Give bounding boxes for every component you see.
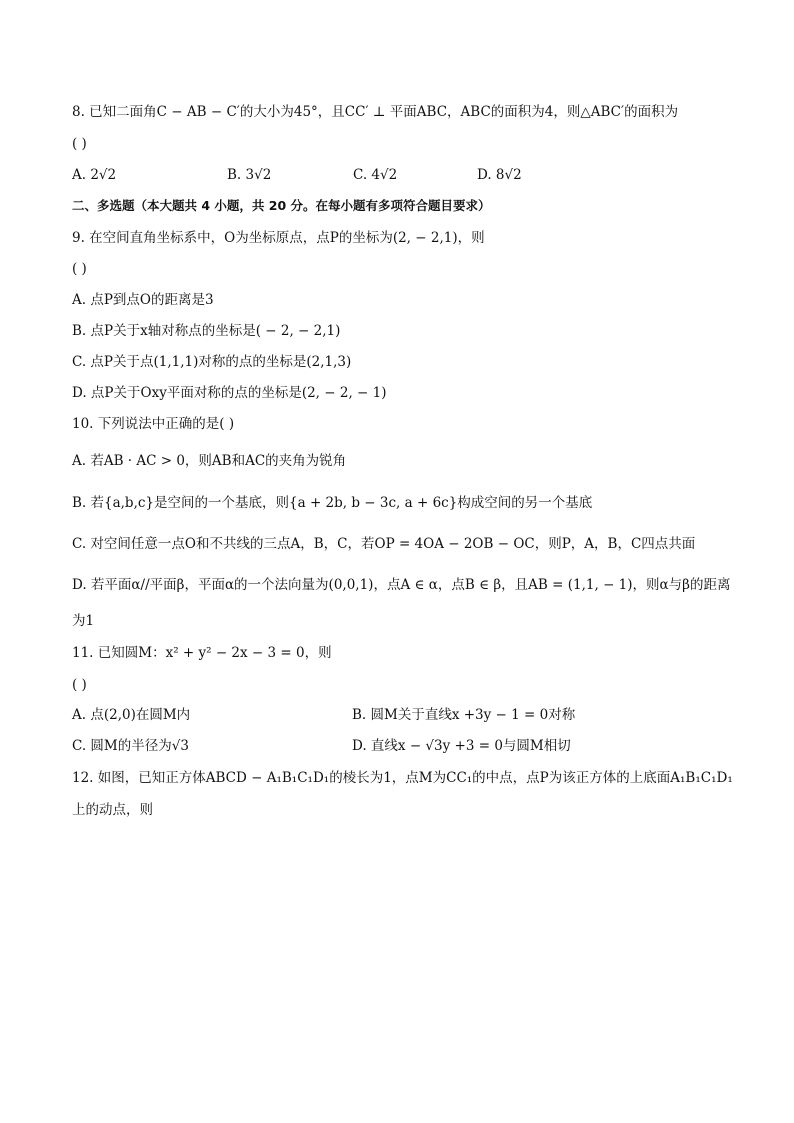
- q10-option-d: D. 若平面α//平面β，平面α的一个法向量为(0,0,1)，点A ∈ α，点B ∈ β，且AB = (1,1, − 1)，则α与β的距离: [72, 577, 731, 593]
- q10-option-a: A. 若AB · AC > 0，则AB和AC的夹角为锐角: [72, 453, 347, 469]
- q8-option-d: D. 8√2: [477, 167, 522, 183]
- q11-option-b: B. 圆M关于直线x +3y − 1 = 0对称: [352, 707, 576, 723]
- q11-option-c: C. 圆M的半径为√3: [72, 738, 189, 754]
- q8-paren: ( ): [72, 136, 87, 152]
- q8-option-c: C. 4√2: [353, 167, 398, 183]
- q12-stem: 12. 如图，已知正方体ABCD − A₁B₁C₁D₁的棱长为1，点M为CC₁的中点，点P为该正方体的上底面A₁B₁C₁D₁: [72, 770, 733, 786]
- q9-option-b: B. 点P关于x轴对称点的坐标是( − 2, − 2,1): [72, 323, 341, 339]
- q11-option-a: A. 点(2,0)在圆M内: [72, 707, 191, 723]
- q10-option-c: C. 对空间任意一点O和不共线的三点A，B，C，若OP = 4OA − 2OB − OC，则P，A，B，C四点共面: [72, 536, 696, 552]
- q10-option-d-continuation: 为1: [72, 613, 95, 629]
- q11-stem: 11. 已知圆M：x² + y² − 2x − 3 = 0，则: [72, 645, 332, 661]
- q8-option-b: B. 3√2: [227, 167, 272, 183]
- q12-stem-continuation: 上的动点，则: [72, 802, 153, 818]
- section-heading: 二、多选题（本大题共 4 小题，共 20 分。在每小题有多项符合题目要求）: [72, 198, 491, 213]
- q9-option-c: C. 点P关于点(1,1,1)对称的点的坐标是(2,1,3): [72, 354, 352, 370]
- q9-option-a: A. 点P到点O的距离是3: [72, 292, 214, 308]
- q8-option-a: A. 2√2: [72, 167, 117, 183]
- q11-option-d: D. 直线x − √3y +3 = 0与圆M相切: [352, 738, 571, 754]
- q8-stem: 8. 已知二面角C − AB − C′的大小为45°，且CC′ ⊥ 平面ABC，ABC的面积为4，则△ABC′的面积为: [72, 104, 679, 120]
- q9-stem: 9. 在空间直角坐标系中，O为坐标原点，点P的坐标为(2, − 2,1)，则: [72, 230, 485, 246]
- q9-option-d: D. 点P关于Oxy平面对称的点的坐标是(2, − 2, − 1): [72, 385, 387, 401]
- q9-paren: ( ): [72, 261, 87, 277]
- q11-paren: ( ): [72, 677, 87, 693]
- q10-option-b: B. 若{a,b,c}是空间的一个基底，则{a + 2b, b − 3c, a + 6c}构成空间的另一个基底: [72, 495, 593, 511]
- q10-stem: 10. 下列说法中正确的是( ): [72, 416, 235, 432]
